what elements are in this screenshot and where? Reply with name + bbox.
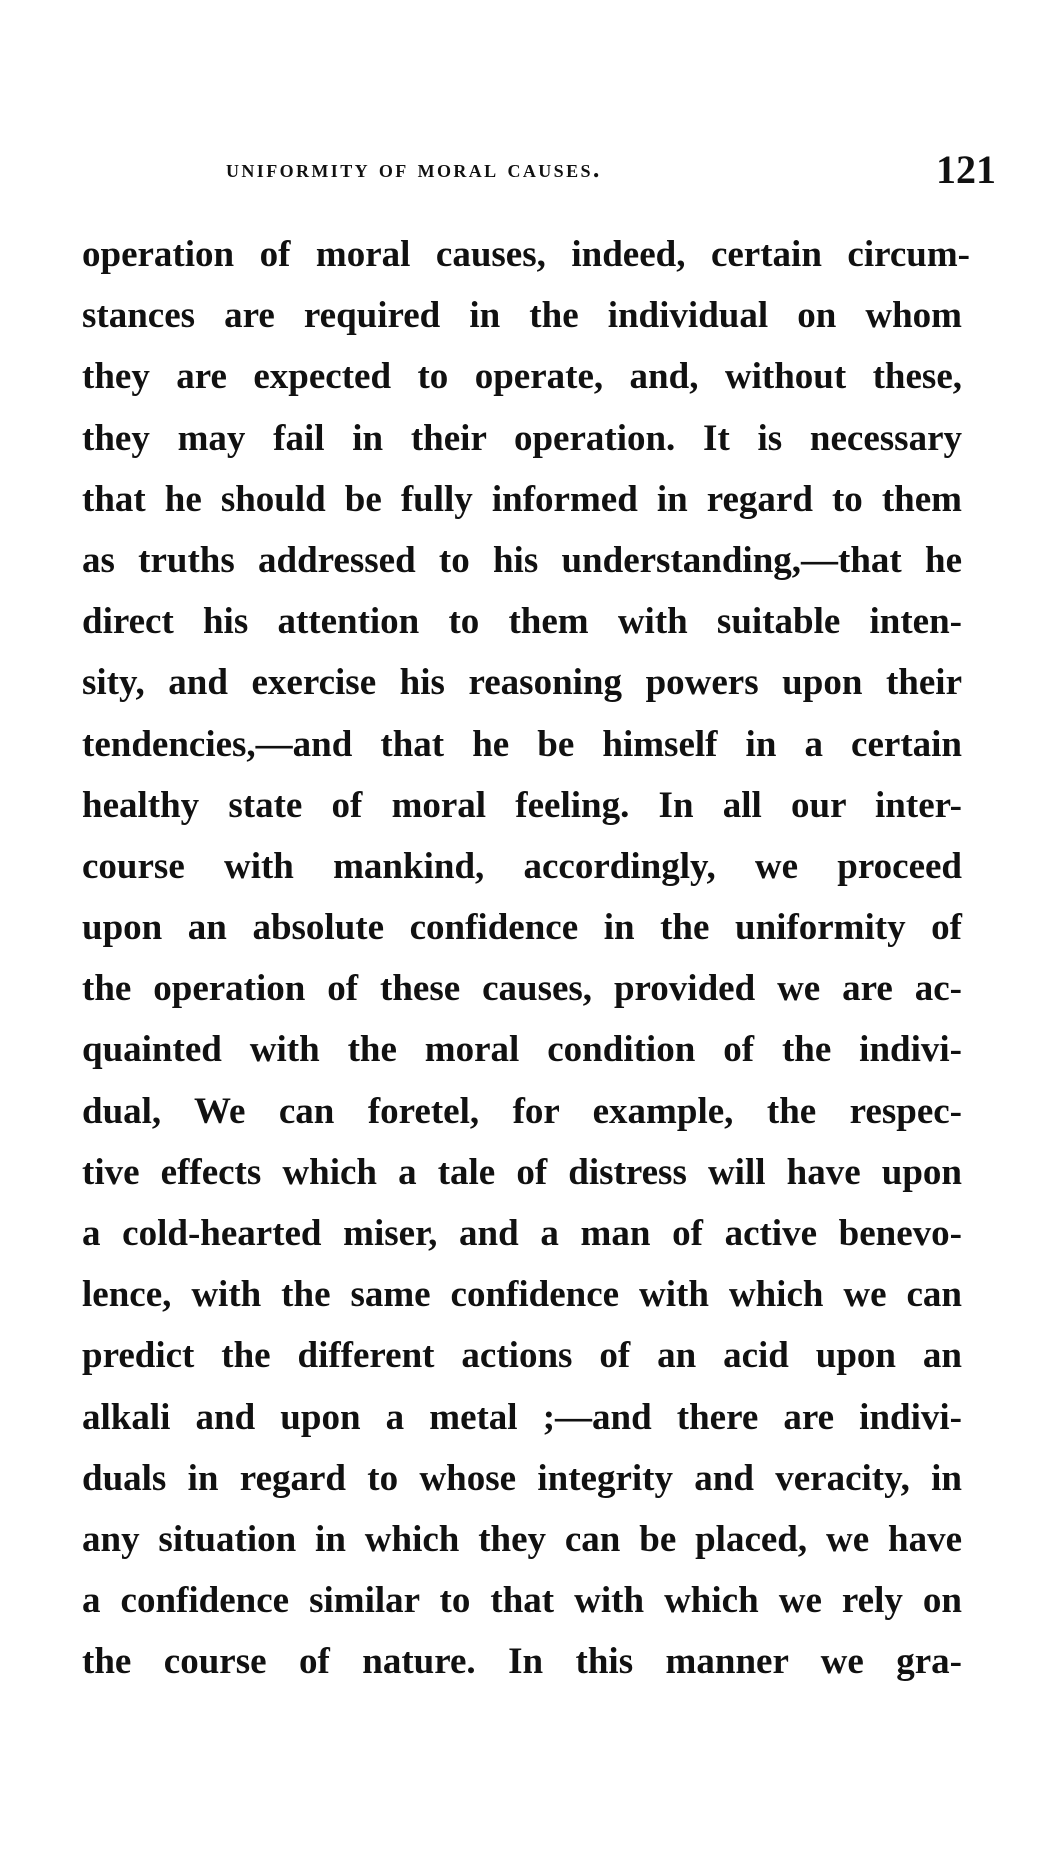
text-line: lence, with the same confidence with which we can <box>82 1274 962 1316</box>
text-line: direct his attention to them with suitable inten- <box>82 601 962 643</box>
text-line: course with mankind, accordingly, we proceed <box>82 845 962 887</box>
text-line: upon an absolute confidence in the uniformity of <box>82 907 962 949</box>
text-line: that he should be fully informed in regard to them <box>82 478 962 520</box>
text-line: the course of nature. In this manner we gra- <box>82 1641 962 1683</box>
text-line: stances are required in the individual on whom <box>82 295 962 337</box>
text-line: they are expected to operate, and, without these, <box>82 356 962 398</box>
text-line: duals in regard to whose integrity and veracity, in <box>82 1457 962 1499</box>
text-line: healthy state of moral feeling. In all our inter- <box>82 784 962 826</box>
page-number: 121 <box>936 147 996 192</box>
text-line: they may fail in their operation. It is necessary <box>82 417 962 459</box>
text-line: a cold-hearted miser, and a man of active benevo- <box>82 1213 962 1254</box>
text-line: a confidence similar to that with which we rely on <box>82 1580 962 1622</box>
text-line: tendencies,—and that he be himself in a certain <box>82 723 962 765</box>
text-line: any situation in which they can be placed, we have <box>82 1518 962 1560</box>
running-title: uniformity of moral causes. <box>226 154 602 183</box>
text-line: predict the different actions of an acid upon an <box>82 1335 962 1377</box>
text-line: sity, and exercise his reasoning powers upon their <box>82 662 962 704</box>
running-header <box>226 146 996 192</box>
text-line: alkali and upon a metal ;—and there are indivi- <box>82 1396 962 1438</box>
text-line: operation of moral causes, indeed, certain circum- <box>82 234 970 275</box>
text-line: as truths addressed to his understanding,—that he <box>82 539 962 581</box>
text-line: quainted with the moral condition of the indivi- <box>82 1029 962 1071</box>
body-text <box>82 224 982 1693</box>
text-line: the operation of these causes, provided we are ac- <box>82 968 962 1010</box>
text-line: tive effects which a tale of distress will have upon <box>82 1151 962 1193</box>
text-line: dual, We can foretel, for example, the respec- <box>82 1090 962 1132</box>
